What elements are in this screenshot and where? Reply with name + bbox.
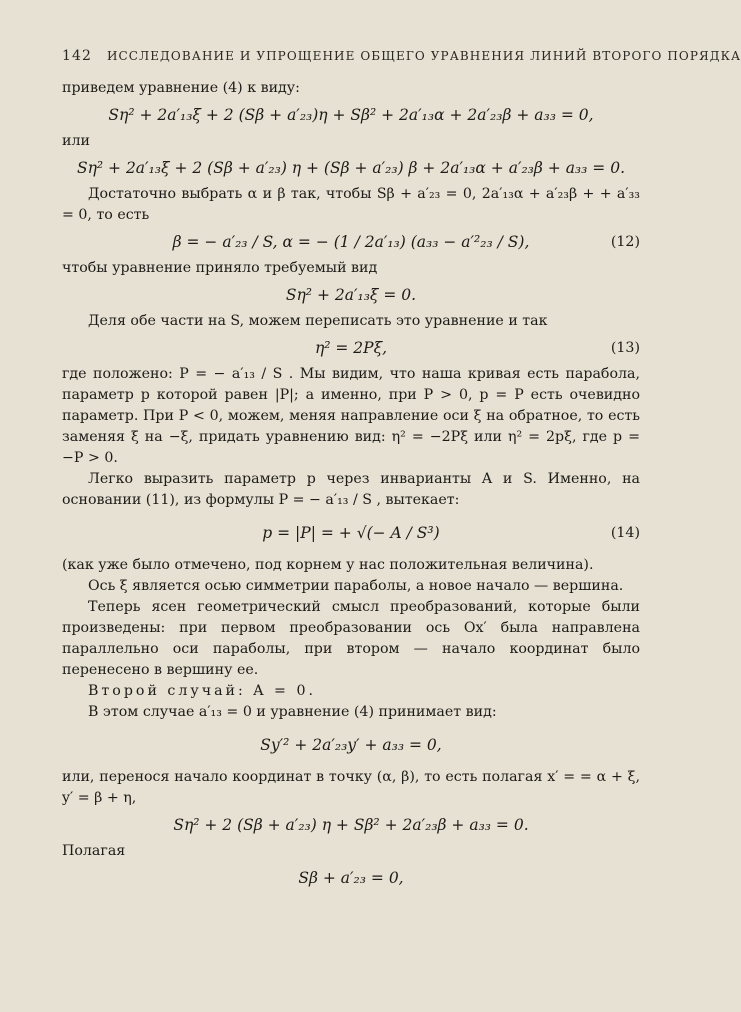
equation: Sη² + 2a′₁₃ξ + 2 (Sβ + a′₂₃)η + Sβ² + 2a′₁₃α + 2a′₂₃β + a₃₃ = 0, <box>108 106 594 124</box>
paragraph: В этом случае a′₁₃ = 0 и уравнение (4) принимает вид: <box>88 704 497 720</box>
running-title: ИССЛЕДОВАНИЕ И УПРОЩЕНИЕ ОБЩЕГО УРАВНЕНИЯ ЛИНИЙ ВТОРОГО ПОРЯДКА <box>106 49 741 63</box>
paragraph: где положено: P = − a′₁₃ / S . Мы видим, что наша кривая есть парабола, параметр p которой равен |P|; а именно, при P > 0, p = P есть очевидно параметр. При P < 0, можем, меняя направление оси ξ на обратное, то есть заменяя ξ на −ξ, придать уравнению вид: η² = −2Pξ или η² = 2pξ, где p = −P > 0. <box>62 366 640 466</box>
equation-body: η² = 2Pξ, <box>314 339 388 357</box>
paragraph: Ось ξ является осью симметрии параболы, а новое начало — вершина. <box>88 578 624 594</box>
equation-number: (13) <box>610 340 640 356</box>
equation: Sη² + 2 (Sβ + a′₂₃) η + Sβ² + 2a′₂₃β + a₃₃ = 0. <box>173 816 529 834</box>
page-number: 142 <box>62 48 93 64</box>
section-heading: Второй случай: A = 0. <box>88 683 316 699</box>
equation-body: p = |P| = + √(− A / S³) <box>262 524 440 542</box>
equation: Sη² + 2a′₁₃ξ + 2 (Sβ + a′₂₃) η + (Sβ + a′₂₃) β + 2a′₁₃α + a′₂₃β + a₃₃ = 0. <box>76 159 625 177</box>
equation: Sβ + a′₂₃ = 0, <box>298 869 404 887</box>
paragraph: (как уже было отмечено, под корнем у нас положительная величина). <box>62 557 594 573</box>
paragraph: Легко выразить параметр p через инварианты A и S. Именно, на основании (11), из формулы P = − a′₁₃ / S , вытекает: <box>62 471 640 508</box>
equation-12 <box>62 230 640 254</box>
equation-number: (12) <box>610 234 640 250</box>
equation-13 <box>62 336 640 360</box>
paragraph: или, перенося начало координат в точку (α, β), то есть полагая x′ = = α + ξ, y′ = β + η, <box>62 769 640 806</box>
text-line: или <box>62 133 90 149</box>
paragraph: Достаточно выбрать α и β так, чтобы Sβ + a′₂₃ = 0, 2a′₁₃α + a′₂₃β + + a′₃₃ = 0, то есть <box>62 186 640 223</box>
text-line: Полагая <box>62 843 126 859</box>
equation: Sy′² + 2a′₂₃y′ + a₃₃ = 0, <box>260 736 442 754</box>
page-header <box>62 48 741 64</box>
text-line: приведем уравнение (4) к виду: <box>62 80 300 96</box>
equation-body: β = − a′₂₃ / S, α = − (1 / 2a′₁₃) (a₃₃ − a′²₂₃ / S), <box>172 233 530 251</box>
equation: Sη² + 2a′₁₃ξ = 0. <box>285 286 417 304</box>
equation-number: (14) <box>610 525 640 541</box>
paragraph: Теперь ясен геометрический смысл преобразований, которые были произведены: при первом преобразовании ось Ox′ была направлена параллельно оси параболы, при втором — начало координат было перенесено в вершину ее. <box>62 599 640 678</box>
equation-14 <box>62 521 640 545</box>
text-line: чтобы уравнение приняло требуемый вид <box>62 260 378 276</box>
paragraph: Деля обе части на S, можем переписать это уравнение и так <box>88 313 548 329</box>
